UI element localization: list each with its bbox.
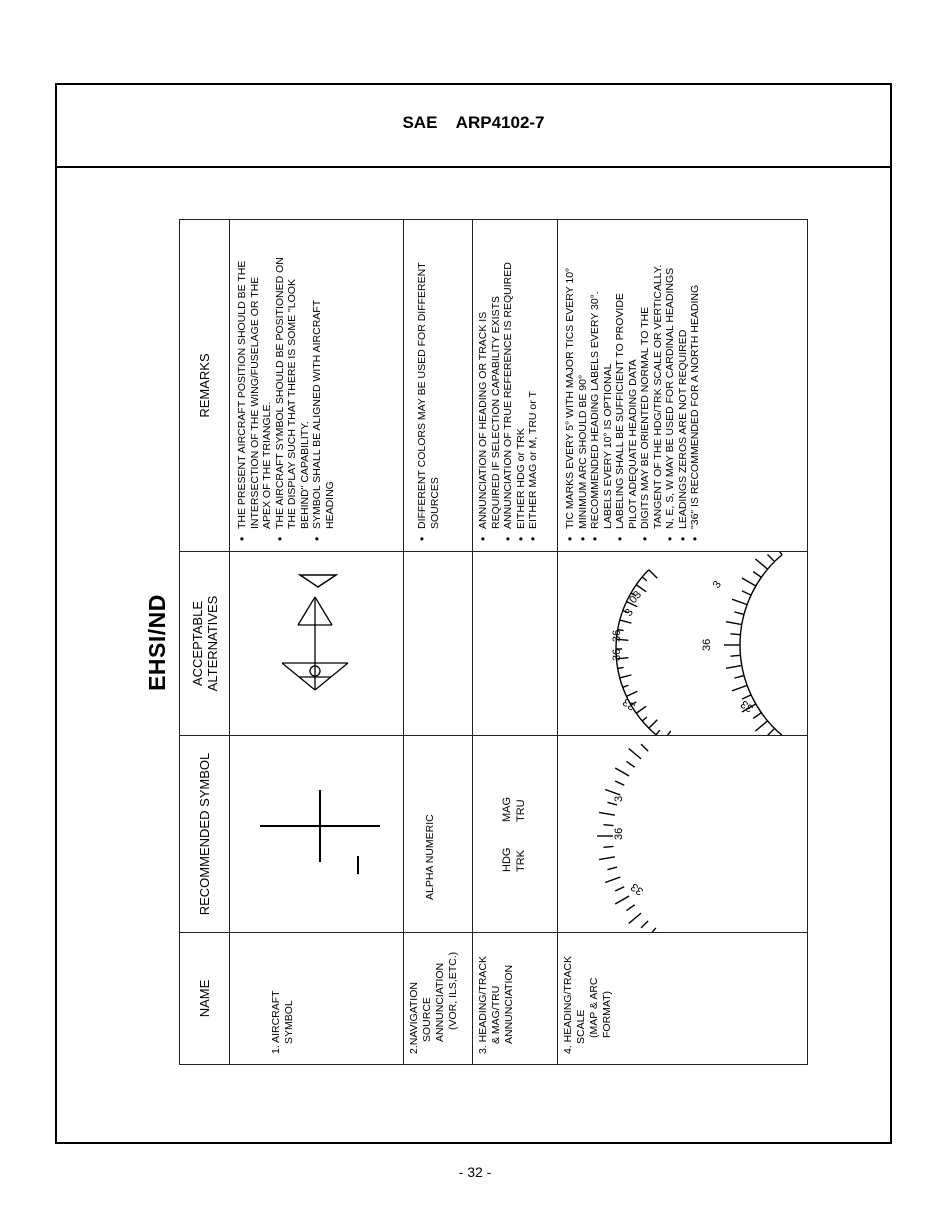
name-line: SYMBOL (283, 1000, 295, 1044)
scale-label-36: 36 (613, 827, 625, 840)
rotated-table-area (140, 220, 805, 1065)
row3-name-cell (473, 933, 558, 1065)
tick-mark (730, 634, 740, 635)
tick-mark (642, 577, 647, 581)
remark-item: PILOT ADEQUATE HEADING DATA (626, 359, 639, 529)
row4-recommended-cell (558, 736, 808, 933)
tick-mark (641, 744, 648, 751)
tick-mark (623, 685, 629, 687)
header-remarks: REMARKS (180, 220, 230, 552)
row4-alternatives-cell (558, 552, 808, 736)
header-acceptable-alternatives (180, 552, 230, 736)
tick-mark (664, 731, 671, 735)
tick-mark (767, 728, 774, 735)
alternative-heading-scales (558, 552, 804, 735)
alt2-label-3: 3 (710, 578, 724, 591)
name-line: 2.NAVIGATION (408, 982, 420, 1054)
tick-mark (599, 857, 615, 860)
alt1-label-03: 03 (627, 588, 645, 606)
tick-mark (753, 713, 761, 719)
tick-mark (755, 721, 767, 731)
name-line: SOURCE (421, 997, 433, 1042)
mag-label: MAG (501, 796, 513, 822)
remark-item: HEADING (323, 481, 336, 529)
tick-mark (734, 676, 744, 679)
row2-alternatives-cell (404, 552, 473, 736)
header-acceptable-line1: ACCEPTABLE (189, 601, 205, 687)
name-line: (VOR, ILS,ETC.) (447, 951, 459, 1030)
tick-mark (772, 552, 782, 555)
tick-mark (629, 913, 641, 923)
tick-mark (605, 789, 620, 794)
row4-name-cell (558, 933, 808, 1065)
header-name: NAME (180, 933, 230, 1065)
tick-mark (646, 928, 656, 932)
remark-item: • SYMBOL SHALL BE ALIGNED WITH AIRCRAFT (311, 226, 324, 541)
name-line: SCALE (575, 1009, 587, 1044)
tick-mark (734, 612, 744, 615)
row2-remarks-cell (404, 220, 473, 552)
document-header: SAE ARP4102-7 (402, 113, 545, 132)
remark-item: REQUIRED IF SELECTION CAPABILITY EXISTS (489, 296, 502, 529)
table-row (404, 220, 473, 1065)
name-line: & MAG/TRU (490, 985, 502, 1044)
tick-mark (755, 559, 767, 569)
tick-mark (730, 655, 740, 656)
header-acceptable-line2: ALTERNATIVES (204, 595, 220, 692)
tick-mark (615, 768, 629, 776)
tick-mark (626, 691, 637, 696)
tick-mark (742, 591, 751, 595)
tick-mark (636, 585, 646, 592)
remark-item: • ANNUNCIATION OF HEADING OR TRACK IS (477, 226, 490, 541)
tick-mark (726, 622, 742, 625)
name-line: 4. HEADING/TRACK (562, 955, 574, 1054)
remark-item: • MINIMUM ARC SHOULD BE 90° (577, 226, 590, 541)
tick-mark (618, 667, 624, 668)
row1-name-cell (230, 933, 404, 1065)
tick-mark (603, 846, 613, 847)
row1-recommended-cell (230, 736, 404, 933)
table-row (558, 220, 808, 1065)
aircraft-cross-symbol (230, 736, 400, 932)
tick-mark (615, 781, 624, 785)
tick-mark (629, 749, 641, 759)
table-row (230, 220, 404, 1065)
row2-name-cell (404, 933, 473, 1065)
scale-label-33: 33 (628, 880, 646, 898)
name-line: ANNUNCIATION (503, 964, 515, 1044)
name-line: ANNUNCIATION (434, 962, 446, 1042)
tick-mark (636, 706, 646, 713)
tick-mark (642, 717, 647, 721)
scale-label-3: 3 (613, 795, 625, 802)
tick-mark (742, 578, 756, 586)
alt2-label-33: 33 (738, 697, 756, 715)
remark-item: • "36" IS RECOMMENDED FOR A NORTH HEADING (689, 226, 702, 541)
tick-mark (607, 867, 617, 870)
remark-item: • THE AIRCRAFT SYMBOL SHOULD BE POSITIONED ON (274, 226, 287, 541)
hdg-trk-mag-tru-annunciation (473, 736, 557, 932)
table-row (473, 220, 558, 1065)
tick-mark (599, 812, 615, 815)
row1-alternatives-cell (230, 552, 404, 736)
tru-label: TRU (515, 799, 527, 822)
row4-remarks-cell (558, 220, 808, 552)
alt2-label-36: 36 (701, 638, 713, 651)
remark-item: LABELS EVERY 10° IS OPTIONAL (601, 363, 614, 529)
remark-item: • LEADINGS ZEROS ARE NOT REQUIRED (677, 226, 690, 541)
remark-item: • RECOMMENDED HEADING LABELS EVERY 30°. (589, 226, 602, 541)
row3-alternatives-cell (473, 552, 558, 736)
tick-mark (615, 896, 629, 904)
remark-item: • ANNUNCIATION OF TRUE REFERENCE IS REQUIRED (502, 226, 515, 541)
table-title: EHSI/ND (144, 594, 170, 691)
row1-remarks-cell (230, 220, 404, 552)
tick-mark (641, 921, 648, 928)
remark-item: SOURCES (428, 477, 441, 529)
remark-item: • TIC MARKS EVERY 5° WITH MAJOR TICS EVERY 10° (564, 226, 577, 541)
remark-item: • EITHER MAG or M, TRU or T (527, 226, 540, 541)
name-line: FORMAT) (601, 990, 613, 1038)
remark-item: • DIGITS MAY BE ORIENTED NORMAL TO THE (639, 226, 652, 541)
remark-item: • LABELING SHALL BE SUFFICIENT TO PROVIDE (614, 226, 627, 541)
trk-label: TRK (515, 850, 527, 872)
alt1-label-3: 3 (622, 606, 636, 619)
remark-item: • N, E, S, W MAY BE USED FOR CARDINAL HEADINGS (664, 226, 677, 541)
tick-mark (649, 720, 657, 728)
tick-mark (732, 599, 747, 604)
airplane-icon (282, 597, 348, 690)
name-line: (MAP & ARC (588, 977, 600, 1038)
tick-mark (620, 675, 632, 678)
tick-mark (615, 887, 624, 891)
tick-mark (605, 877, 620, 882)
alt1-label-36: 36 (611, 648, 623, 661)
tick-mark (620, 620, 632, 623)
tick-mark (603, 825, 613, 826)
row3-remarks-cell (473, 220, 558, 552)
aircraft-alternatives (230, 552, 400, 735)
header-recommended-symbol: RECOMMENDED SYMBOL (180, 736, 230, 933)
tick-mark (656, 730, 660, 735)
remark-item: INTERSECTION OF THE WING/FUSELAGE OR THE (248, 276, 261, 529)
name-line: 1. AIRCRAFT (270, 990, 282, 1054)
remark-item: APEX OF THE TRIANGLE. (261, 401, 273, 529)
remark-item: THE DISPLAY SUCH THAT THERE IS SOME "LOOK (286, 279, 298, 529)
tick-mark (627, 905, 635, 911)
ehsi-nd-table (179, 219, 808, 1065)
tick-mark (627, 761, 635, 767)
row2-recommended-cell (404, 736, 473, 933)
tick-mark (607, 802, 617, 805)
tick-mark (732, 685, 747, 690)
remark-item: TANGENT OF THE HDG/TRK SCALE OR VERTICALLY. (651, 264, 664, 529)
alt1-label-33: 33 (620, 695, 638, 713)
remark-item: • DIFFERENT COLORS MAY BE USED FOR DIFFERENT (416, 226, 429, 541)
row3-recommended-cell (473, 736, 558, 933)
name-line: 3. HEADING/TRACK (477, 955, 489, 1054)
triangle-icon (300, 575, 336, 587)
tick-mark (726, 665, 742, 668)
tick-mark (767, 554, 774, 561)
remark-item: • THE PRESENT AIRCRAFT POSITION SHOULD BE THE (236, 226, 249, 541)
remark-item: • EITHER HDG or TRK (515, 226, 528, 541)
header-divider (55, 166, 892, 168)
tick-mark (649, 570, 657, 578)
page-number: - 32 - (458, 1164, 492, 1180)
alpha-numeric-text: ALPHA NUMERIC (424, 814, 436, 900)
hdg-label: HDG (501, 847, 513, 872)
alt1-label-36b: 36 (611, 629, 623, 642)
recommended-heading-scale (558, 736, 804, 932)
tick-mark (753, 572, 761, 578)
remark-item: BEHIND" CAPABILITY. (298, 421, 311, 529)
